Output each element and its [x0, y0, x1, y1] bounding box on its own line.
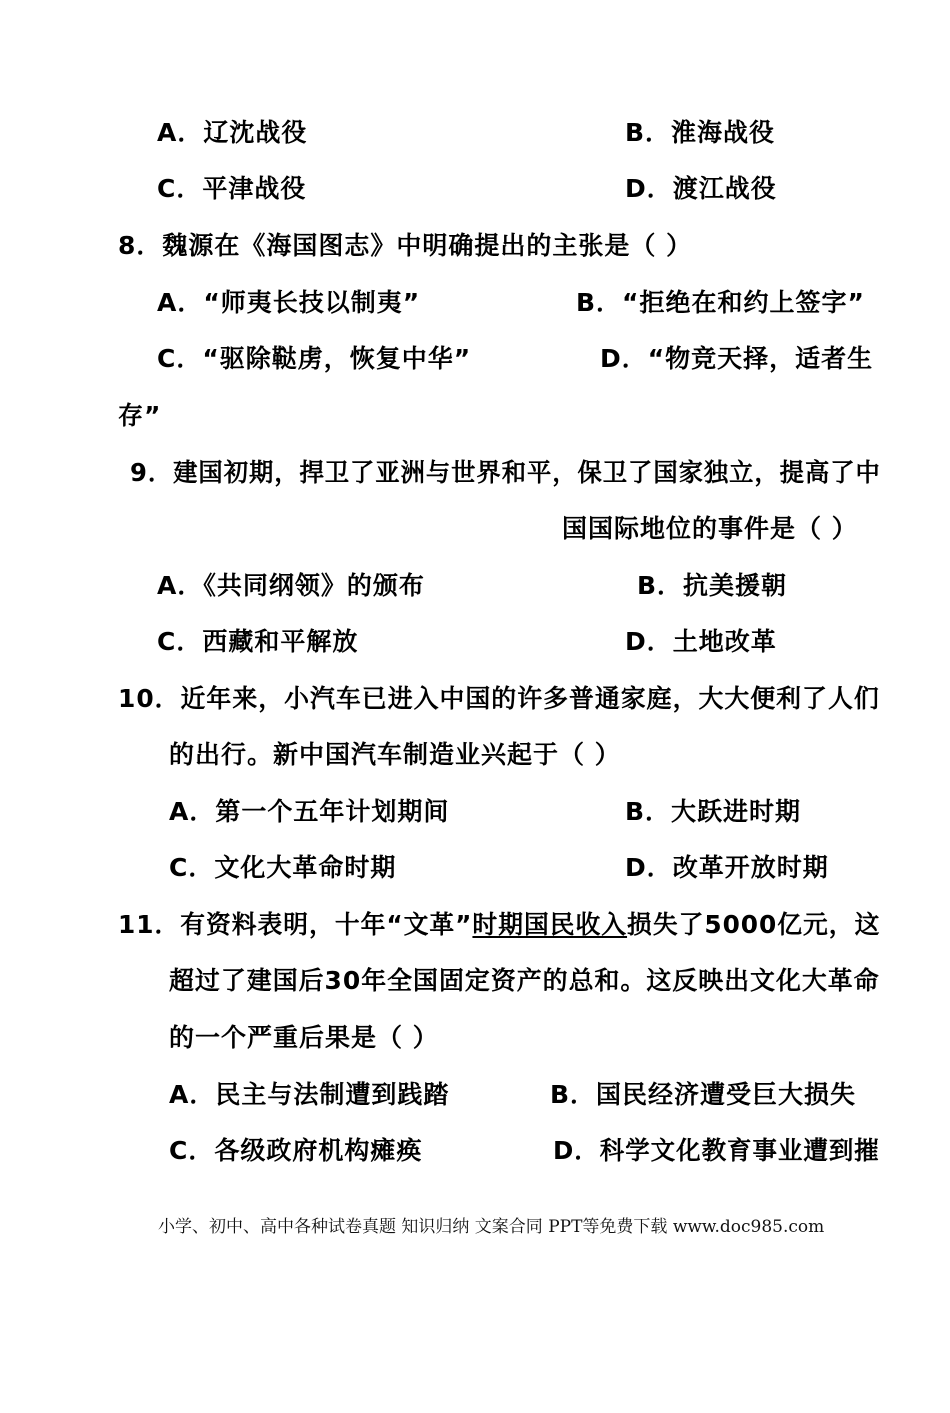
q8-option-a: A．“师夷长技以制夷” — [157, 288, 421, 317]
q7-option-b: B．淮海战役 — [625, 118, 776, 147]
q9-option-b: B．抗美援朝 — [637, 571, 788, 600]
q10-stem-line-2: 的出行。新中国汽车制造业兴起于（ ） — [169, 740, 621, 769]
q10-option-a: A．第一个五年计划期间 — [169, 797, 450, 826]
q11-option-b: B．国民经济遭受巨大损失 — [550, 1080, 857, 1109]
q9-option-c: C．西藏和平解放 — [157, 627, 359, 656]
q11-stem-text: 11．有资料表明，十年“文革” — [118, 910, 473, 939]
q11-underlined-phrase: 时期国民收入 — [472, 910, 628, 939]
q11-option-d: D．科学文化教育事业遭到摧 — [553, 1136, 880, 1165]
page-footer: 小学、初中、高中各种试卷真题 知识归纳 文案合同 PPT等免费下载 www.doc985.com — [158, 1217, 825, 1237]
q9-option-a: A．《共同纲领》的颁布 — [157, 571, 425, 600]
q11-option-a: A．民主与法制遭到践踏 — [169, 1080, 450, 1109]
q7-option-c: C．平津战役 — [157, 174, 307, 203]
q8-stem: 8．魏源在《海国图志》中明确提出的主张是（ ） — [118, 231, 693, 260]
q7-option-a: A．辽沈战役 — [157, 118, 308, 147]
q11-stem-line-1 — [118, 908, 880, 942]
q11-stem-text-end: 损失了5000亿元，这 — [627, 910, 881, 939]
q10-option-c: C．文化大革命时期 — [169, 853, 397, 882]
q9-option-d: D．土地改革 — [625, 627, 777, 656]
q11-option-c: C．各级政府机构瘫痪 — [169, 1136, 423, 1165]
q8-option-d: D．“物竞天择，适者生 — [600, 344, 874, 373]
q8-option-c: C．“驱除鞑虏，恢复中华” — [157, 344, 472, 373]
q11-stem-line-3: 的一个严重后果是（ ） — [169, 1023, 439, 1052]
q8-option-d-continued: 存” — [118, 401, 162, 430]
q9-stem-line-1: 9．建国初期，捍卫了亚洲与世界和平，保卫了国家独立，提高了中 — [130, 458, 881, 487]
q11-stem-line-2: 超过了建国后30年全国固定资产的总和。这反映出文化大革命 — [169, 966, 880, 995]
q9-stem-line-2: 国国际地位的事件是（ ） — [562, 514, 858, 543]
q8-option-b: B．“拒绝在和约上签字” — [576, 288, 865, 317]
q10-option-b: B．大跃进时期 — [625, 797, 802, 826]
q7-option-d: D．渡江战役 — [625, 174, 777, 203]
q10-stem-line-1: 10．近年来，小汽车已进入中国的许多普通家庭，大大便利了人们 — [118, 684, 880, 713]
q10-option-d: D．改革开放时期 — [625, 853, 829, 882]
